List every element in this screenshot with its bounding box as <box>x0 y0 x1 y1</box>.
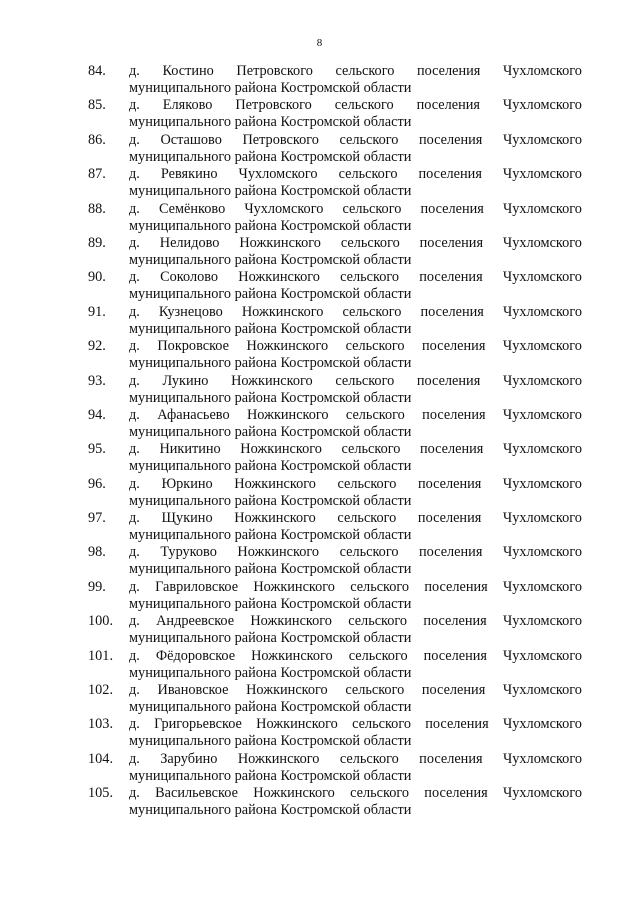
list-item <box>88 373 582 407</box>
item-text-line-1: д. Осташово Петровского сельского поселения Чухломского <box>129 131 582 148</box>
item-text-line-2: муниципального района Костромской области <box>129 251 412 268</box>
item-text-line-2: муниципального района Костромской области <box>129 699 412 716</box>
list-item <box>88 269 582 303</box>
item-text-line-2: муниципального района Костромской области <box>129 802 412 819</box>
item-text-line-1: д. Григорьевское Ножкинского сельского поселения Чухломского <box>129 716 582 733</box>
list-item <box>88 407 582 441</box>
item-text-line-2: муниципального района Костромской области <box>129 492 412 509</box>
item-text-line-2: муниципального района Костромской области <box>129 217 412 234</box>
item-text-line-1: д. Семёнково Чухломского сельского поселения Чухломского <box>129 200 582 217</box>
item-number: 88. <box>88 200 106 217</box>
list-item <box>88 338 582 372</box>
item-number: 85. <box>88 97 106 114</box>
settlement-list <box>88 63 582 820</box>
item-text-line-2: муниципального района Костромской области <box>129 183 412 200</box>
item-text-line-2: муниципального района Костромской области <box>129 389 412 406</box>
list-item <box>88 201 582 235</box>
item-text-line-1: д. Щукино Ножкинского сельского поселения Чухломского <box>129 510 582 527</box>
list-item <box>88 648 582 682</box>
item-text-line-1: д. Афанасьево Ножкинского сельского поселения Чухломского <box>129 406 582 423</box>
item-number: 87. <box>88 166 106 183</box>
list-item <box>88 63 582 97</box>
item-number: 102. <box>88 682 114 699</box>
item-number: 100. <box>88 613 114 630</box>
list-item <box>88 510 582 544</box>
item-text-line-1: д. Еляково Петровского сельского поселения Чухломского <box>129 97 582 114</box>
item-text-line-2: муниципального района Костромской области <box>129 664 412 681</box>
item-number: 95. <box>88 441 106 458</box>
item-text-line-1: д. Лукино Ножкинского сельского поселения Чухломского <box>129 372 582 389</box>
item-text-line-2: муниципального района Костромской области <box>129 355 412 372</box>
item-number: 84. <box>88 63 106 79</box>
item-text-line-1: д. Покровское Ножкинского сельского поселения Чухломского <box>129 338 582 355</box>
item-number: 90. <box>88 269 106 286</box>
item-text-line-2: муниципального района Костромской области <box>129 423 412 440</box>
list-item <box>88 785 582 819</box>
item-text-line-2: муниципального района Костромской области <box>129 320 412 337</box>
item-number: 93. <box>88 372 106 389</box>
item-text-line-2: муниципального района Костромской области <box>129 114 412 131</box>
item-number: 94. <box>88 406 106 423</box>
item-text-line-1: д. Фёдоровское Ножкинского сельского поселения Чухломского <box>129 647 582 664</box>
list-item <box>88 751 582 785</box>
page-number: 8 <box>316 37 323 49</box>
item-text-line-1: д. Зарубино Ножкинского сельского поселения Чухломского <box>129 750 582 767</box>
list-item <box>88 97 582 131</box>
item-text-line-2: муниципального района Костромской области <box>129 286 412 303</box>
item-text-line-2: муниципального района Костромской области <box>129 80 412 96</box>
item-text-line-1: д. Васильевское Ножкинского сельского поселения Чухломского <box>129 785 582 802</box>
item-text-line-1: д. Костино Петровского сельского поселения Чухломского <box>129 63 582 79</box>
list-item <box>88 132 582 166</box>
item-text-line-1: д. Гавриловское Ножкинского сельского поселения Чухломского <box>129 578 582 595</box>
item-number: 98. <box>88 544 106 561</box>
item-number: 99. <box>88 578 106 595</box>
item-text-line-1: д. Туруково Ножкинского сельского поселения Чухломского <box>129 544 582 561</box>
item-number: 89. <box>88 234 106 251</box>
item-number: 97. <box>88 510 106 527</box>
list-item <box>88 441 582 475</box>
list-item <box>88 579 582 613</box>
item-text-line-2: муниципального района Костромской области <box>129 630 412 647</box>
list-item <box>88 716 582 750</box>
item-text-line-2: муниципального района Костромской области <box>129 458 412 475</box>
item-text-line-2: муниципального района Костромской области <box>129 595 412 612</box>
list-item <box>88 613 582 647</box>
list-item <box>88 235 582 269</box>
item-text-line-2: муниципального района Костромской области <box>129 561 412 578</box>
item-number: 105. <box>88 785 114 802</box>
item-text-line-1: д. Соколово Ножкинского сельского поселения Чухломского <box>129 269 582 286</box>
item-number: 91. <box>88 303 106 320</box>
item-text-line-1: д. Ревякино Чухломского сельского поселения Чухломского <box>129 166 582 183</box>
item-text-line-1: д. Кузнецово Ножкинского сельского поселения Чухломского <box>129 303 582 320</box>
item-number: 92. <box>88 338 106 355</box>
item-number: 104. <box>88 750 114 767</box>
item-text-line-1: д. Ивановское Ножкинского сельского поселения Чухломского <box>129 682 582 699</box>
item-text-line-1: д. Нелидово Ножкинского сельского поселения Чухломского <box>129 234 582 251</box>
item-text-line-1: д. Андреевское Ножкинского сельского поселения Чухломского <box>129 613 582 630</box>
item-text-line-1: д. Никитино Ножкинского сельского поселения Чухломского <box>129 441 582 458</box>
item-number: 101. <box>88 647 114 664</box>
list-item <box>88 682 582 716</box>
list-item <box>88 476 582 510</box>
list-item <box>88 166 582 200</box>
item-text-line-2: муниципального района Костромской области <box>129 767 412 784</box>
list-item <box>88 304 582 338</box>
item-text-line-2: муниципального района Костромской области <box>129 148 412 165</box>
item-number: 103. <box>88 716 114 733</box>
list-item <box>88 544 582 578</box>
item-number: 96. <box>88 475 106 492</box>
item-number: 86. <box>88 131 106 148</box>
item-text-line-1: д. Юркино Ножкинского сельского поселения Чухломского <box>129 475 582 492</box>
item-text-line-2: муниципального района Костромской области <box>129 733 412 750</box>
item-text-line-2: муниципального района Костромской области <box>129 527 412 544</box>
